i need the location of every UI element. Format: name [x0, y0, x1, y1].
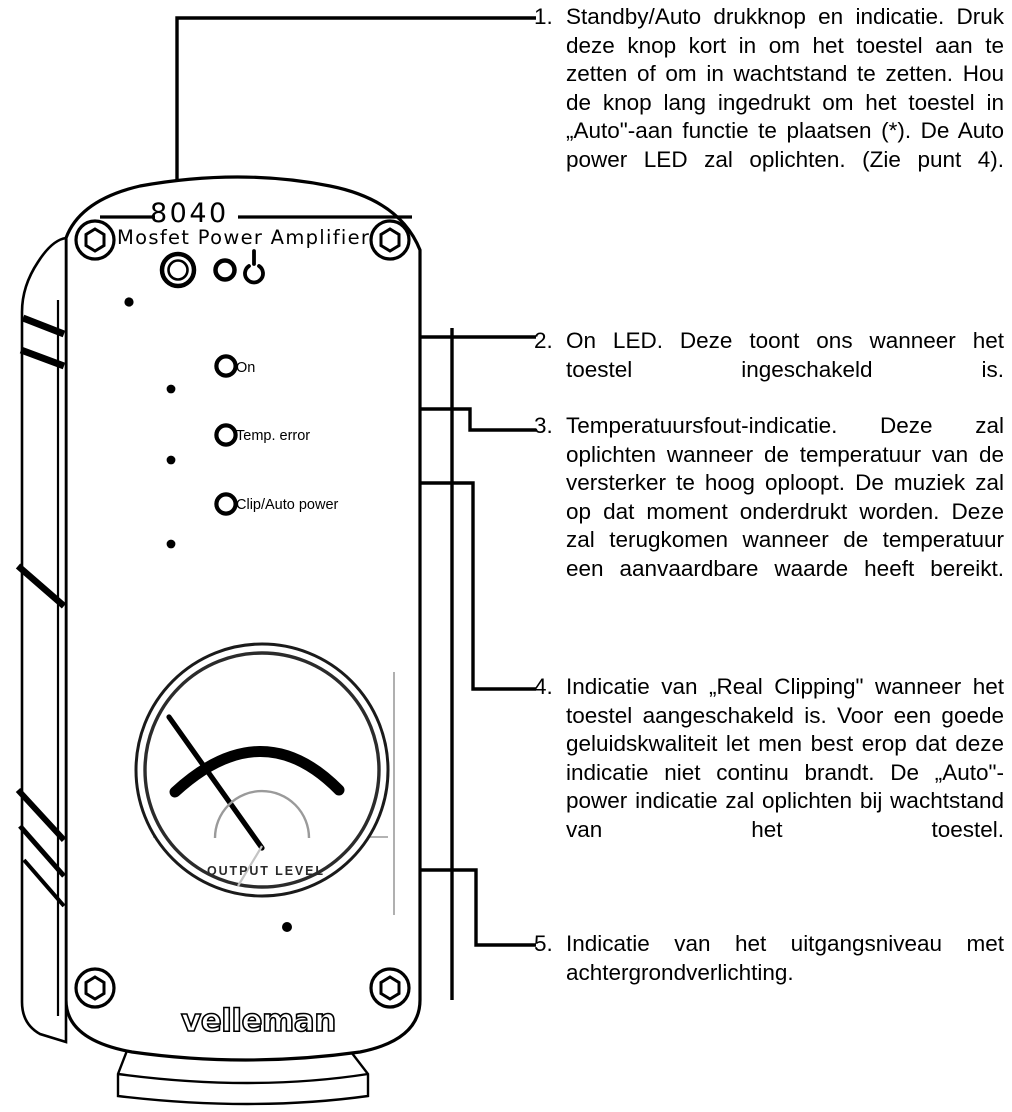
legend-number-1: 1.	[534, 4, 553, 29]
standby-led	[216, 261, 235, 280]
legend-item-3	[534, 412, 1004, 612]
legend-text-4: Indicatie van „Real Clipping" wanneer het toestel aangeschakeld is. Voor een goede geluidskwaliteit let men best erop dat deze indicatie niet continu brandt. De „Auto"-power indicatie zal oplichten bij wachtstand van het toestel.	[566, 674, 1004, 842]
screw-top-right	[371, 221, 409, 259]
panel-dot-2	[167, 385, 176, 394]
legend-number-2: 2.	[534, 328, 553, 353]
legend-text-5: Indicatie van het uitgangsniveau met achtergrondverlichting.	[566, 931, 1004, 985]
legend-item-1	[534, 3, 1004, 203]
led-label-on: On	[236, 360, 256, 376]
legend-number-4: 4.	[534, 674, 553, 699]
screw-bottom-right	[371, 969, 409, 1007]
panel-dot-5	[282, 922, 292, 932]
panel-dot-4	[167, 540, 176, 549]
legend-number-5: 5.	[534, 931, 553, 956]
led-clip-auto	[216, 494, 235, 513]
screw-top-left	[76, 221, 114, 259]
meter-inner-ring	[145, 653, 379, 887]
legend-item-2	[534, 327, 1004, 413]
legend-item-5	[534, 930, 1004, 1016]
led-on	[216, 356, 235, 375]
legend-text-3: Temperatuursfout-indicatie. Deze zal oplichten wanneer de temperatuur van de versterker te hoog oploopt. De muziek zal op dat moment onderdrukt worden. Deze zal terugkomen wanneer de temperatuur een aanvaardbare waarde heeft bereikt.	[566, 413, 1004, 581]
meter-caption: OUTPUT LEVEL	[207, 864, 325, 878]
led-label-temp-error: Temp. error	[236, 428, 311, 444]
legend-text-1: Standby/Auto drukknop en indicatie. Druk deze knop kort in om het toestel aan te zetten of om in wachtstand te zetten. Hou de knop lang ingedrukt om het toestel in „Auto"-aan functie te plaatsen (*). De Auto power LED zal oplichten. (Zie punt 4).	[566, 4, 1004, 172]
front-panel-outline	[66, 177, 420, 1060]
led-label-clip-auto-power: Clip/Auto power	[236, 497, 339, 513]
legend-number-3: 3.	[534, 413, 553, 438]
amplifier-body	[22, 177, 420, 1060]
panel-dot-1	[124, 297, 133, 306]
brand-logo: velleman	[181, 1003, 336, 1039]
model-subtitle: Mosfet Power Amplifier	[117, 226, 371, 249]
legend-item-4	[534, 673, 1004, 873]
legend-text-2: On LED. Deze toont ons wanneer het toestel ingeschakeld is.	[566, 328, 1004, 382]
led-temp-error	[216, 425, 235, 444]
screw-bottom-left	[76, 969, 114, 1007]
standby-button[interactable]	[162, 254, 194, 286]
panel-dot-3	[167, 456, 176, 465]
model-number: 8040	[150, 198, 229, 229]
